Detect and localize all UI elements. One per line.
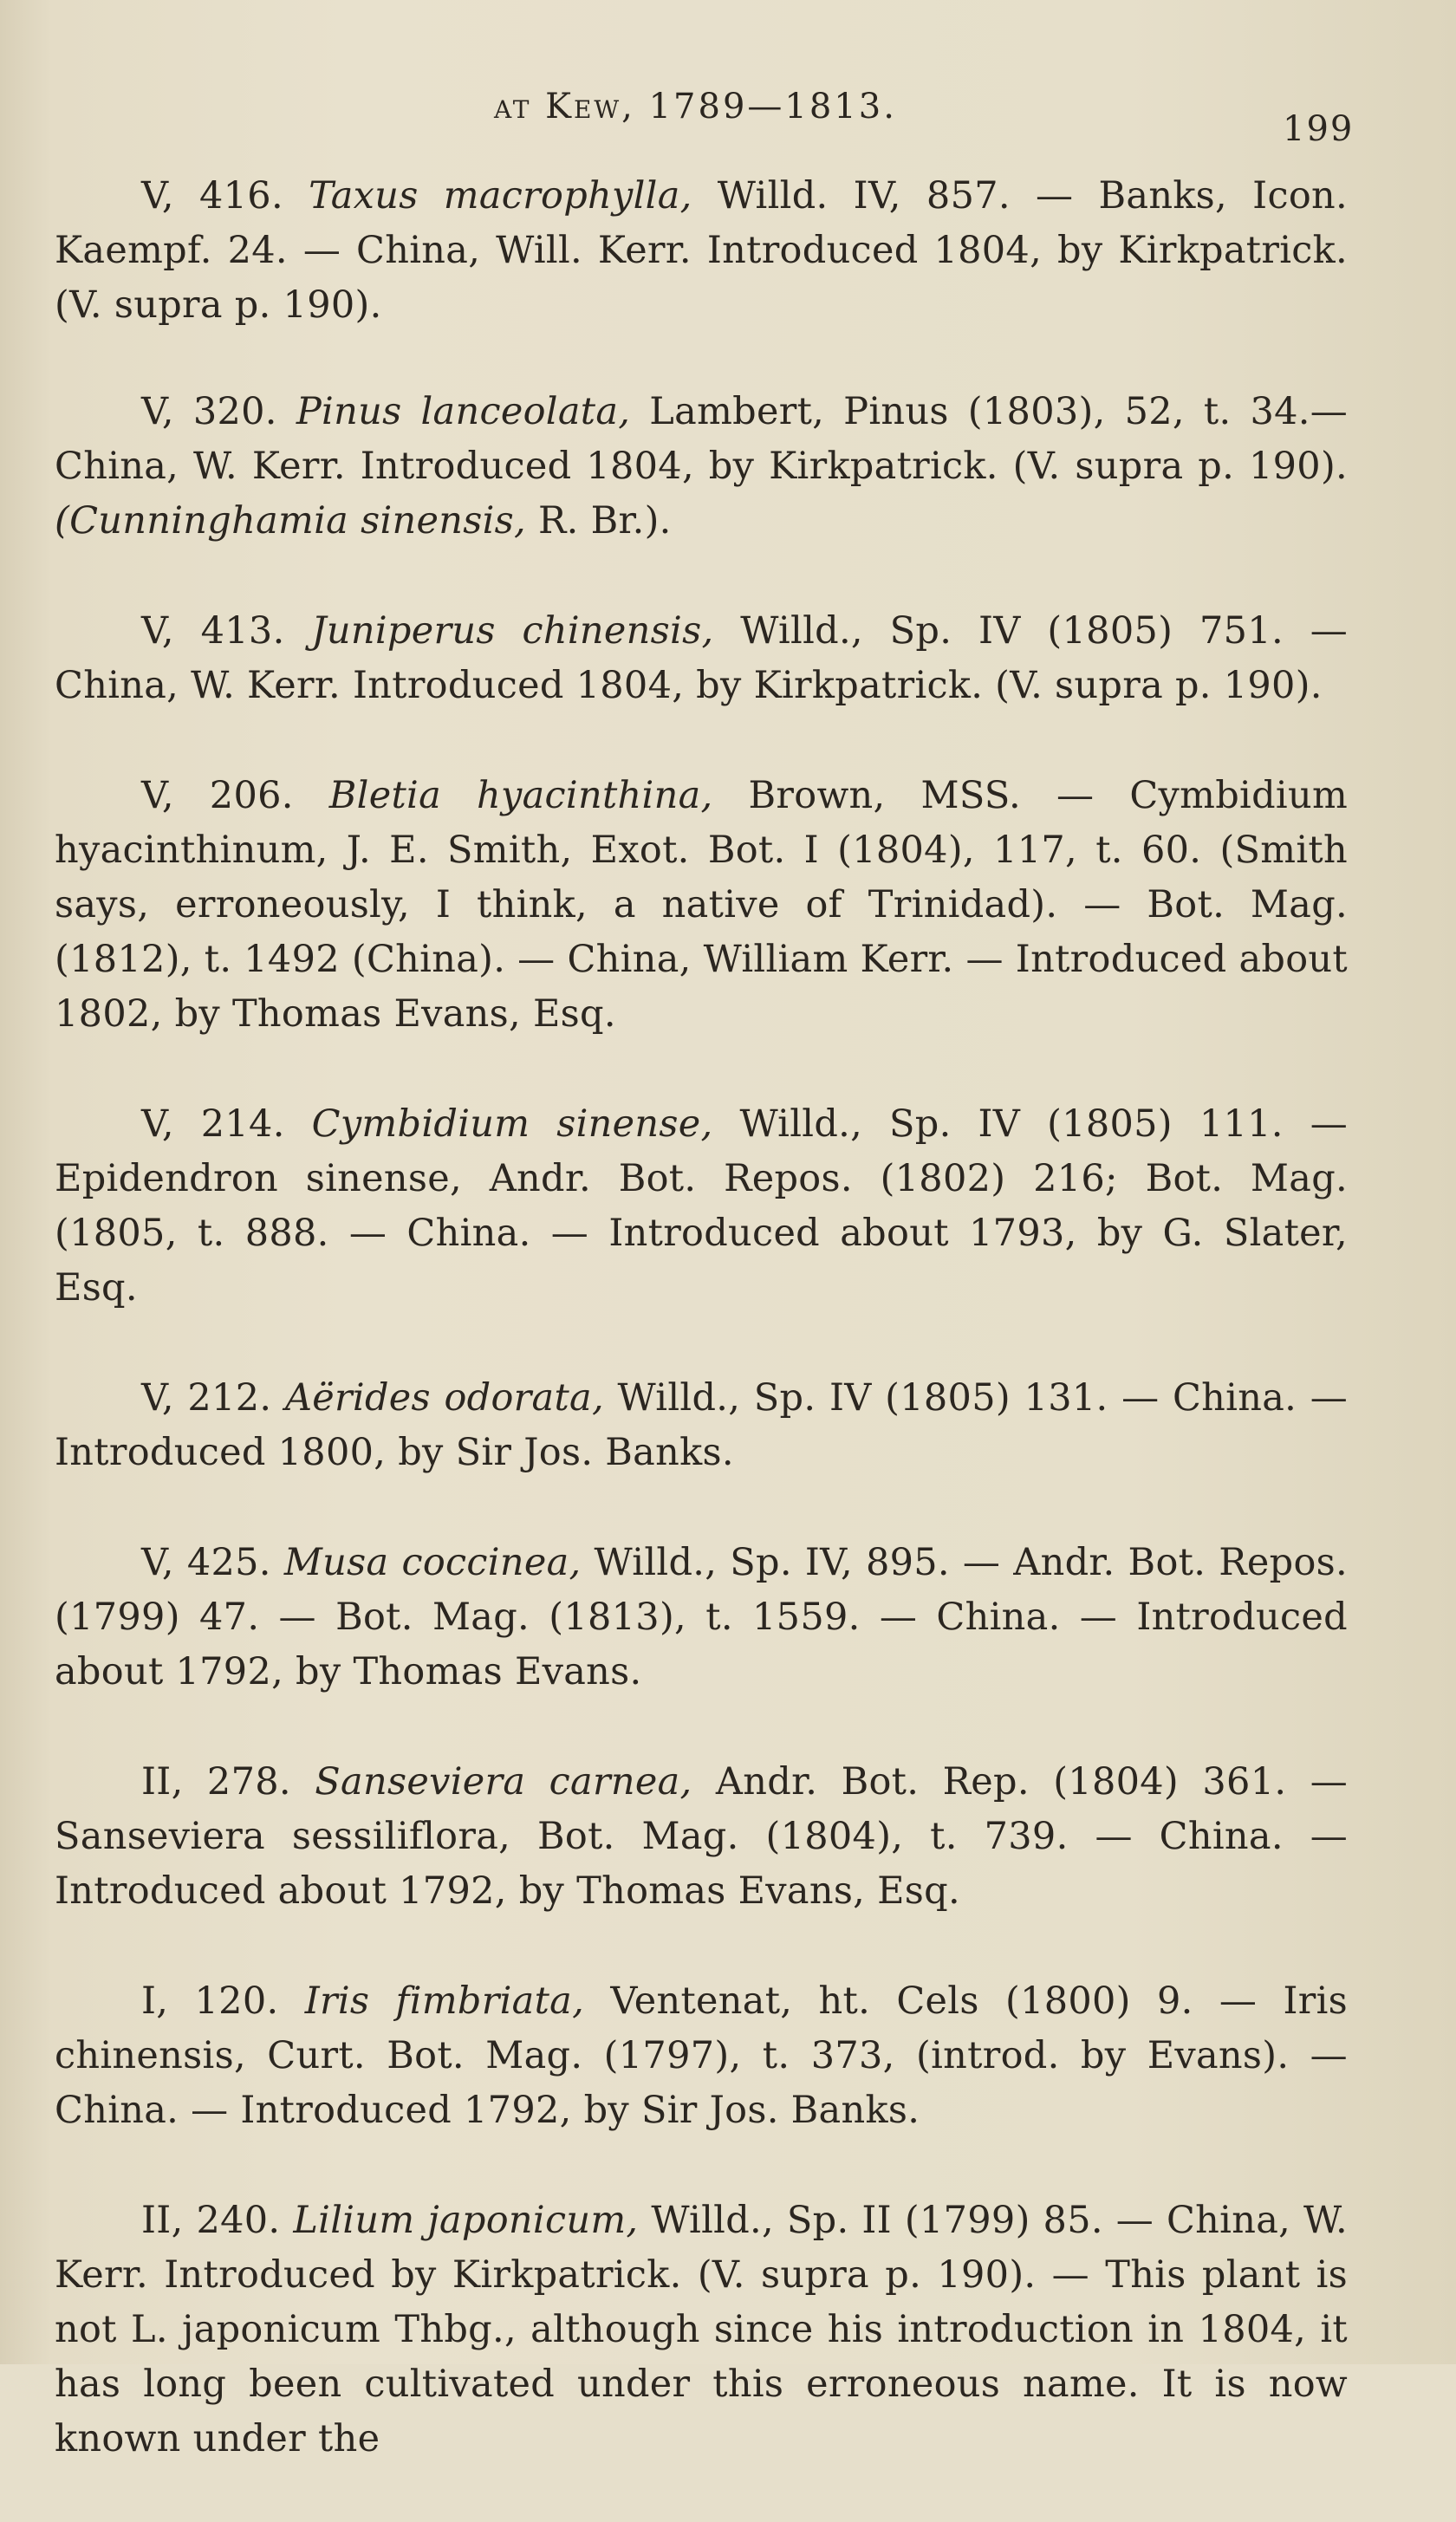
species-name: Lilium japonicum,: [293, 2199, 639, 2242]
entry-reference: V, 214.: [141, 1102, 285, 1146]
entry-text: Andr. Bot. Rep. (1804) 361. — Sanseviera sessiliflora, Bot. Mag. (1804), t. 739. — China. — Introduced about 1792, by Thomas Evans, Esq.: [55, 1760, 1349, 1913]
entry: [55, 1755, 1348, 1919]
entry-text: Willd. IV, 857. — Banks, Icon. Kaempf. 24. — China, Will. Kerr. Introduced 1804, by Kirkpatrick. (V. supra p. 190).: [55, 174, 1349, 327]
entry-text: Willd., Sp. IV (1805) 131. — China. — Introduced 1800, by Sir Jos. Banks.: [55, 1376, 1348, 1474]
entry-text: Willd., Sp. IV, 895. — Andr. Bot. Repos. (1799) 47. — Bot. Mag. (1813), t. 1559. — China. — Introduced about 1792, by Thomas Evans.: [55, 1541, 1348, 1693]
species-name: Sanseviera carnea,: [315, 1760, 692, 1804]
synonym-name: (Cunninghamia sinensis,: [55, 499, 527, 543]
entry-reference: II, 278.: [141, 1760, 291, 1804]
entry: [55, 604, 1348, 713]
entry: [55, 385, 1348, 549]
entry: [55, 1536, 1348, 1700]
entry-reference: V, 413.: [141, 609, 285, 653]
species-name: Bletia hyacinthina,: [328, 774, 713, 817]
entry: [55, 769, 1348, 1042]
running-title: at Kew, 1789—1813.: [494, 87, 897, 127]
entry-text: Ventenat, ht. Cels (1800) 9. — Iris chinensis, Curt. Bot. Mag. (1797), t. 373, (introd. by Evans). — China. — Introduced 1792, by Sir Jos. Banks.: [55, 1979, 1349, 2132]
entry-reference: V, 320.: [141, 390, 277, 433]
entry-reference: V, 425.: [141, 1541, 271, 1584]
entry-text: Willd., Sp. IV (1805) 111. — Epidendron sinense, Andr. Bot. Repos. (1802) 216; Bot. Mag. (1805, t. 888. — China. — Introduced about 1793, by G. Slater, Esq.: [55, 1102, 1348, 1310]
entry-list: [55, 169, 1348, 2522]
entry-text: Willd., Sp. II (1799) 85. — China, W. Kerr. Introduced by Kirkpatrick. (V. supra p. 190). — This plant is not L. japonicum Thbg., although since his introduction in 1804, it has long been cultivated under this erroneous name. It is now known under the: [55, 2199, 1348, 2460]
species-name: Juniperus chinensis,: [311, 609, 714, 653]
entry: [55, 1371, 1348, 1480]
species-name: Taxus macrophylla,: [309, 174, 692, 218]
entry: [55, 169, 1348, 333]
synonym-author: R. Br.).: [537, 499, 672, 543]
entry-reference: II, 240.: [141, 2199, 281, 2242]
entry-text: Brown, MSS. — Cymbidium hyacinthinum, J. E. Smith, Exot. Bot. I (1804), 117, t. 60. (Smith says, erroneously, I think, a native of Trinidad). — Bot. Mag. (1812), t. 1492 (China). — China, William Kerr. — Introduced about 1802, by Thomas Evans, Esq.: [55, 774, 1349, 1036]
entry-text: Willd., Sp. IV (1805) 751. — China, W. Kerr. Introduced 1804, by Kirkpatrick. (V. supra p. 190).: [55, 609, 1349, 707]
entry-reference: V, 416.: [141, 174, 283, 218]
species-name: Musa coccinea,: [283, 1541, 582, 1584]
entry: [55, 1974, 1348, 2138]
species-name: Iris fimbriata,: [304, 1979, 585, 2023]
entry-reference: V, 206.: [141, 774, 294, 817]
species-name: Pinus lanceolata,: [296, 390, 631, 433]
entry-reference: V, 212.: [141, 1376, 272, 1420]
entry: [55, 1097, 1348, 1316]
page-header: [0, 87, 1456, 149]
page-number: 199: [1283, 109, 1355, 149]
entry: [55, 2194, 1348, 2467]
species-name: Aërides odorata,: [284, 1376, 604, 1420]
entry-reference: I, 120.: [141, 1979, 279, 2023]
entry-text: Lambert, Pinus (1803), 52, t. 34.— China, W. Kerr. Introduced 1804, by Kirkpatrick. (V. supra p. 190).: [55, 390, 1349, 488]
species-name: Cymbidium sinense,: [311, 1102, 713, 1146]
